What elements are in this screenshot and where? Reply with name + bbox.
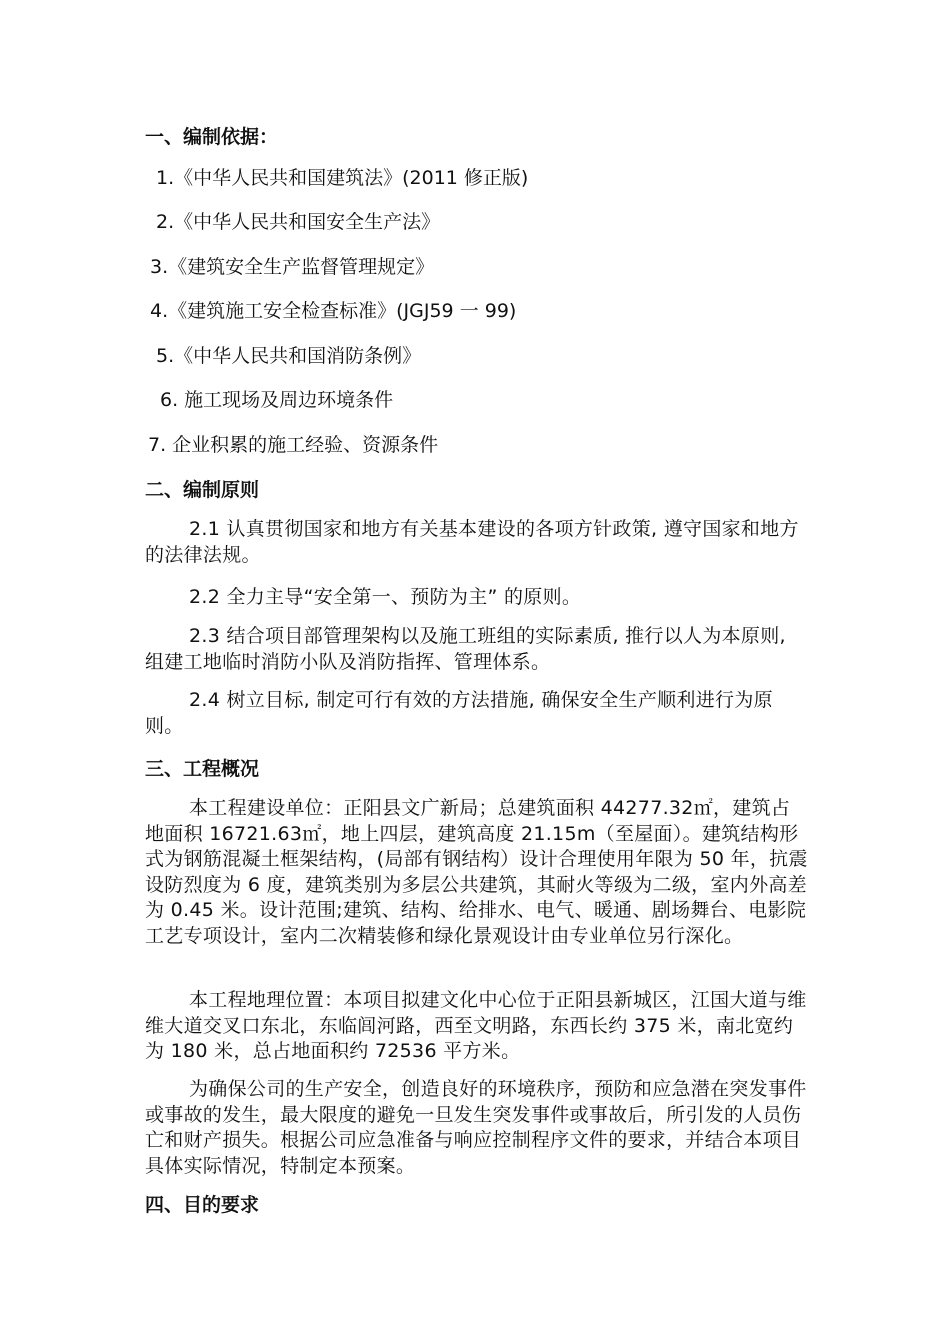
basis-item-2: 2.《中华人民共和国安全生产法》 [156, 211, 441, 233]
overview-paragraph-2: 本工程地理位置：本项目拟建文化中心位于正阳县新城区，江国大道与维维大道交叉口东北，东临闾河路，西至文明路，东西长约 375 米，南北宽约为 180 米，总占地面积约 72536 平方米。 [145, 989, 807, 1062]
section-heading-principles: 二、编制原则 [145, 479, 260, 501]
basis-item-3: 3.《建筑安全生产监督管理规定》 [150, 256, 435, 278]
basis-item-6: 6. 施工现场及周边环境条件 [160, 389, 394, 411]
section-heading-basis: 一、编制依据： [145, 126, 279, 148]
principle-paragraph-2: 2.2 全力主导“安全第一、预防为主” 的原则。 [189, 586, 582, 608]
basis-item-4: 4.《建筑施工安全检查标准》(JGJ59 一 99) [150, 300, 517, 322]
principle-paragraph-3: 2.3 结合项目部管理架构以及施工班组的实际素质, 推行以人为本原则, 组建工地临时消防小队及消防指挥、管理体系。 [145, 625, 786, 673]
principle-paragraph-1: 2.1 认真贯彻国家和地方有关基本建设的各项方针政策, 遵守国家和地方的法律法规。 [145, 518, 799, 566]
basis-item-5: 5.《中华人民共和国消防条例》 [156, 345, 422, 367]
section-heading-overview: 三、工程概况 [145, 758, 260, 780]
principle-paragraph-4: 2.4 树立目标, 制定可行有效的方法措施, 确保安全生产顺利进行为原则。 [145, 689, 773, 737]
basis-item-1: 1.《中华人民共和国建筑法》(2011 修正版) [156, 167, 529, 189]
section-heading-objectives: 四、目的要求 [145, 1194, 260, 1216]
overview-paragraph-1: 本工程建设单位：正阳县文广新局；总建筑面积 44277.32㎡，建筑占地面积 16721.63㎡，地上四层，建筑高度 21.15m（至屋面）。建筑结构形式为钢筋混凝土框架结构，(局部有钢结构）设计合理使用年限为 50 年，抗震设防烈度为 6 度，建筑类别为多层公共建筑，其耐火等级为二级，室内外高差为 0.45 米。设计范围;建筑、结构、给排水、电气、暖通、剧场舞台、电影院工艺专项设计，室内二次精装修和绿化景观设计由专业单位另行深化。 [145, 797, 808, 947]
basis-item-7: 7. 企业积累的施工经验、资源条件 [148, 434, 439, 456]
overview-paragraph-3: 为确保公司的生产安全，创造良好的环境秩序，预防和应急潜在突发事件或事故的发生，最大限度的避免一旦发生突发事件或事故后，所引发的人员伤亡和财产损失。根据公司应急准备与响应控制程序文件的要求，并结合本项目具体实际情况，特制定本预案。 [145, 1078, 807, 1177]
